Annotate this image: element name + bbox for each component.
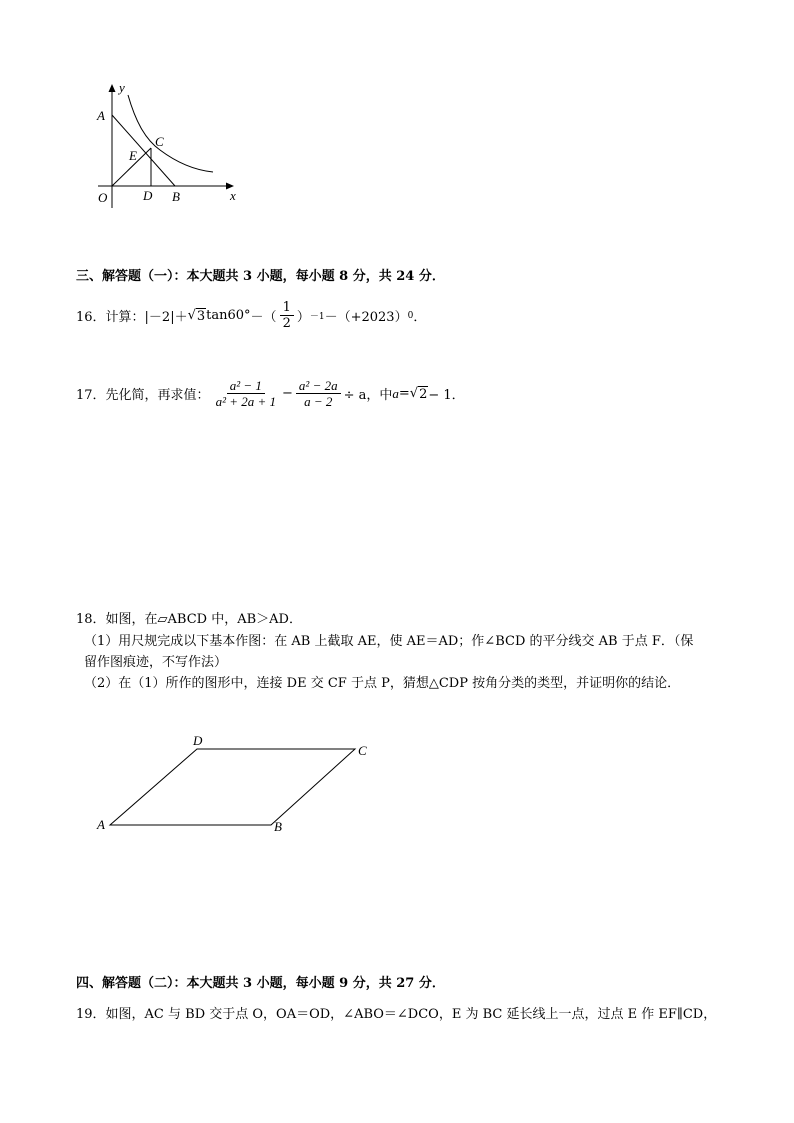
question-18-line4: （2）在（1）所作的图形中，连接 DE 交 CF 于点 P，猜想△CDP 按角分类的类型，并证明你的结论．	[84, 676, 681, 691]
parallelogram-figure	[90, 730, 380, 840]
q19-text: 如图，AC 与 BD 交于点 O，OA＝OD，∠ABO＝∠DCO，E 为 BC 延长线上一点，过点 E 作 EF∥CD，	[105, 1007, 717, 1022]
label-a: A	[97, 817, 105, 832]
q16-end: ．	[413, 310, 427, 325]
q17-fraction-2	[296, 378, 341, 409]
q16-close-paren: ）	[296, 310, 310, 325]
q17-div: ÷ a，中	[343, 388, 393, 403]
line-ab	[112, 115, 175, 186]
q17-frac2-num: a² − 2a	[296, 378, 341, 394]
q16-number: 16．	[76, 310, 106, 325]
section3-heading	[76, 265, 445, 284]
q16-exp0: 0	[407, 310, 414, 321]
q17-fraction-1	[213, 378, 279, 409]
section4-heading-title: 四、解答题（二）	[76, 976, 174, 991]
label-e: E	[129, 148, 137, 163]
label-a: A	[97, 108, 105, 123]
label-o: O	[98, 190, 108, 205]
question-18-line1	[76, 608, 302, 627]
question-19	[76, 1003, 716, 1022]
q16-sqrt-arg: 3	[196, 308, 206, 324]
q17-tail: − 1．	[428, 388, 465, 403]
q16-fraction	[280, 300, 294, 331]
q17-var: a	[392, 385, 399, 401]
q17-sqrt-arg: 2	[419, 386, 428, 402]
q17-prefix: 先化简，再求值：	[105, 388, 210, 403]
section4-heading-desc: ：本大题共 3 小题，每小题 9 分，共 27 分．	[173, 976, 445, 991]
q16-minus1: －（	[250, 310, 277, 325]
question-18-line3: 留作图痕迹，不写作法）	[84, 655, 228, 670]
label-c: C	[155, 134, 164, 149]
section4-heading	[76, 972, 445, 991]
question-17	[76, 378, 465, 409]
q17-sqrt-sign: √	[409, 386, 419, 401]
q16-frac-num: 1	[280, 300, 294, 316]
section3-heading-desc: ：本大题共 3 小题，每小题 8 分，共 24 分．	[173, 269, 445, 284]
q16-prefix: 计算：|－2|＋	[105, 310, 188, 325]
question-18-line2: （1）用尺规完成以下基本作图：在 AB 上截取 AE，使 AE＝AD；作∠BCD 的平分线交 AB 于点 F．（保	[84, 634, 694, 649]
q17-frac1-den: a² + 2a + 1	[215, 394, 277, 409]
q17-eq: =	[398, 386, 410, 401]
section3-heading-title: 三、解答题（一）	[76, 269, 174, 284]
hyperbola-curve	[128, 95, 213, 172]
parallelogram-abcd	[110, 749, 355, 825]
q17-frac1-num: a² − 1	[227, 378, 265, 394]
label-b: B	[274, 819, 282, 834]
q17-minus: −	[282, 386, 293, 401]
q16-frac-den: 2	[282, 316, 291, 331]
q19-number: 19．	[76, 1007, 106, 1022]
q16-exp1: －1	[309, 312, 325, 322]
q16-tan: tan60°	[206, 308, 251, 323]
q18-number: 18．	[76, 612, 106, 627]
y-axis-arrow	[109, 84, 116, 92]
label-x: x	[230, 188, 236, 203]
q18-line1-text: 如图，在▱ABCD 中，AB＞AD．	[105, 612, 302, 627]
question-16	[76, 300, 426, 331]
q17-frac2-den: a − 2	[304, 394, 333, 409]
label-d: D	[143, 188, 153, 203]
q17-number: 17．	[76, 388, 106, 403]
label-d: D	[193, 733, 203, 748]
q16-sqrt-sign: √	[187, 308, 196, 323]
coordinate-figure	[88, 78, 248, 208]
label-y: y	[119, 80, 125, 95]
q16-minus2: －（+2023）	[324, 310, 408, 325]
label-c: C	[358, 743, 367, 758]
label-b: B	[172, 189, 180, 204]
